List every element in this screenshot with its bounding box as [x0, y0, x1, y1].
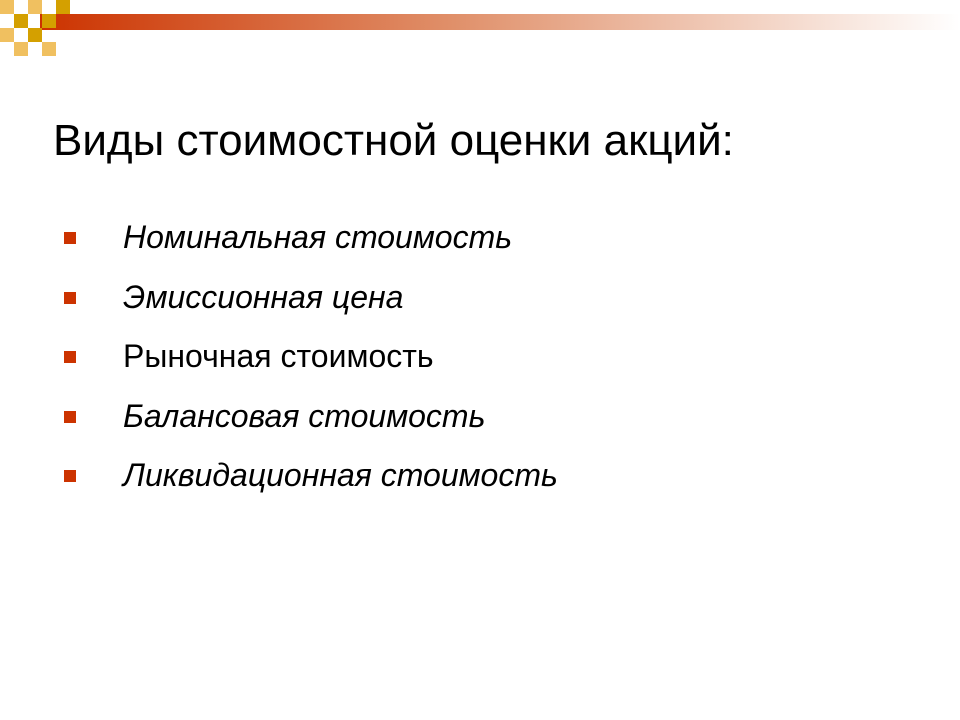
deco-square — [56, 0, 70, 14]
bullet-text: Балансовая стоимость — [123, 397, 486, 434]
bullet-text: Номинальная стоимость — [123, 219, 513, 255]
deco-square — [0, 0, 14, 14]
deco-square — [42, 14, 56, 28]
deco-square — [28, 0, 42, 14]
bullet-text: Эмиссионная цена — [123, 278, 404, 315]
bullet-square-icon — [64, 232, 76, 244]
deco-square — [0, 28, 14, 42]
header-decoration — [0, 0, 960, 60]
slide-title: Виды стоимостной оценки акций: — [53, 116, 734, 165]
bullet-square-icon — [64, 470, 76, 482]
bullet-text: Рыночная стоимость — [123, 338, 434, 374]
bullet-text: Ликвидационная стоимость — [123, 457, 558, 493]
header-gradient-band — [40, 14, 960, 30]
deco-square — [28, 28, 42, 42]
bullet-square-icon — [64, 351, 76, 363]
deco-square — [42, 42, 56, 56]
deco-square — [14, 42, 28, 56]
deco-square — [14, 14, 28, 28]
bullet-square-icon — [64, 411, 76, 423]
bullet-square-icon — [64, 292, 76, 304]
